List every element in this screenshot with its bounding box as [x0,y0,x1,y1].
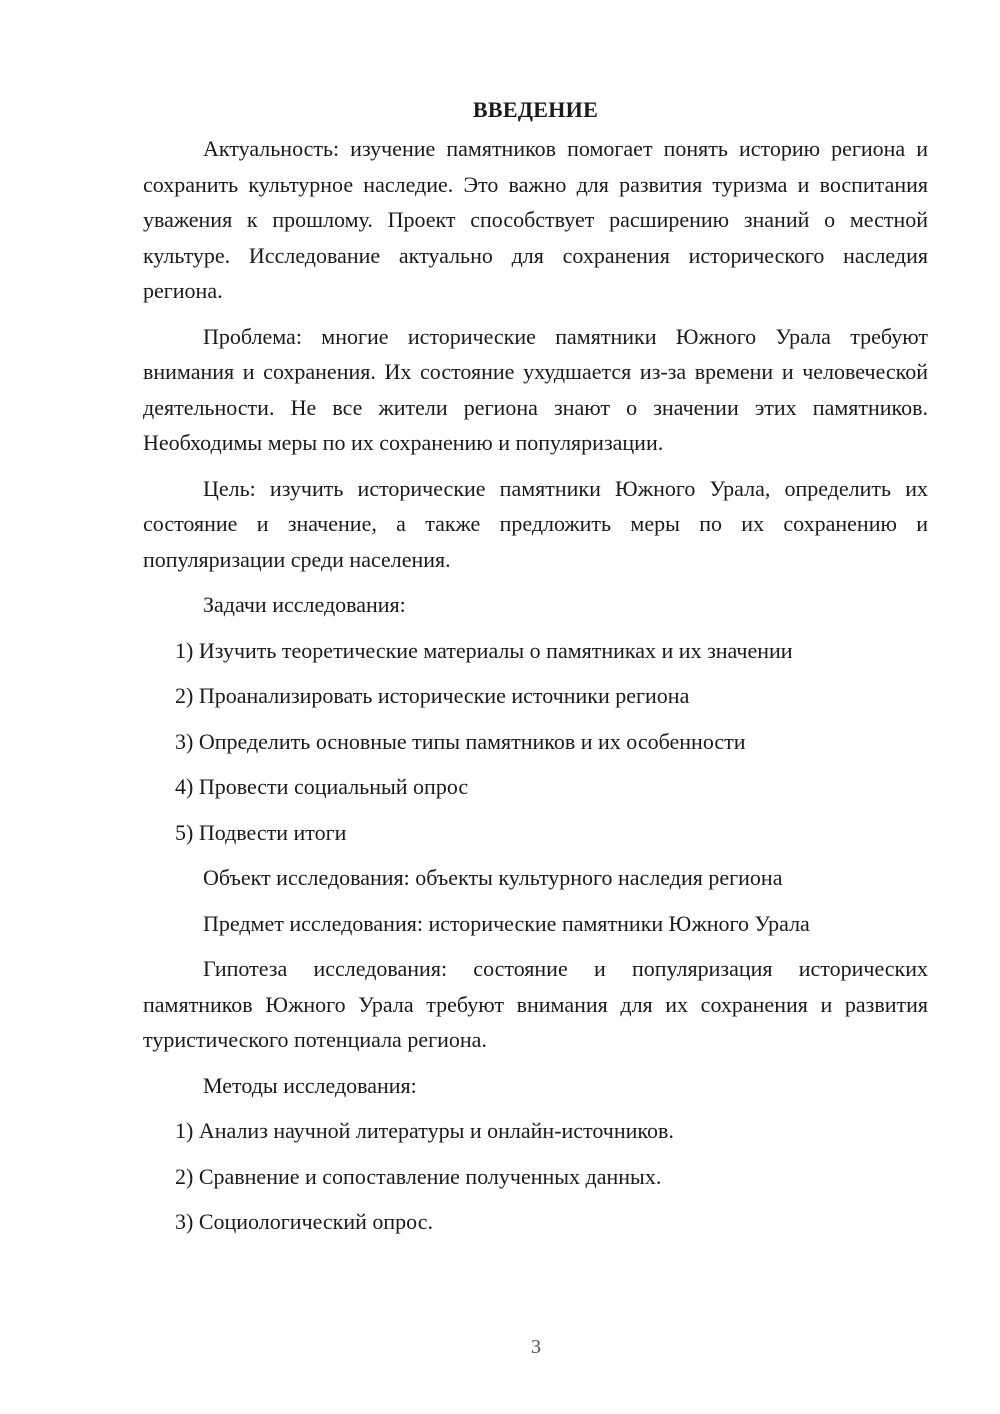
list-item: 2) Проанализировать исторические источники региона [175,683,690,708]
methods-list [143,1113,928,1240]
page-number: 3 [531,1336,541,1358]
list-item: 3) Социологический опрос. [175,1209,433,1234]
problem-paragraph: Проблема: многие исторические памятники Южного Урала требуют внимания и сохранения. Их состояние ухудшается из-за времени и человеческой деятельности. Не все жители региона знают о значении этих памятников. Необходимы меры по их сохранению и популяризации. [143,323,928,455]
list-item: 1) Анализ научной литературы и онлайн-источников. [175,1118,674,1143]
hypothesis-paragraph: Гипотеза исследования: состояние и популяризация исторических памятников Южного Урала требуют внимания для их сохранения и развития туристического потенциала региона. [143,956,928,1052]
subject-line: Предмет исследования: исторические памятники Южного Урала [203,910,810,936]
list-item: 1) Изучить теоретические материалы о памятниках и их значении [175,637,793,663]
page-content [143,90,928,1240]
list-item: 2) Сравнение и сопоставление полученных данных. [175,1163,662,1189]
tasks-list [143,633,928,851]
object-line: Объект исследования: объекты культурного наследия региона [203,865,783,890]
list-item: 4) Провести социальный опрос [175,774,469,799]
list-item: 5) Подвести итоги [175,819,347,845]
relevance-paragraph: Актуальность: изучение памятников помогает понять историю региона и сохранить культурное наследие. Это важно для развития туризма и воспитания уважения к прошлому. Проект способствует расширению знаний о местной культуре. Исследование актуально для сохранения исторического наследия региона. [143,136,928,303]
methods-heading: Методы исследования: [203,1072,417,1098]
section-title: ВВЕДЕНИЕ [472,97,599,122]
list-item: 3) Определить основные типы памятников и их особенности [175,728,746,754]
goal-paragraph: Цель: изучить исторические памятники Южного Урала, определить их состояние и значение, а также предложить меры по их сохранению и популяризации среди населения. [143,475,928,572]
tasks-heading: Задачи исследования: [203,592,406,617]
